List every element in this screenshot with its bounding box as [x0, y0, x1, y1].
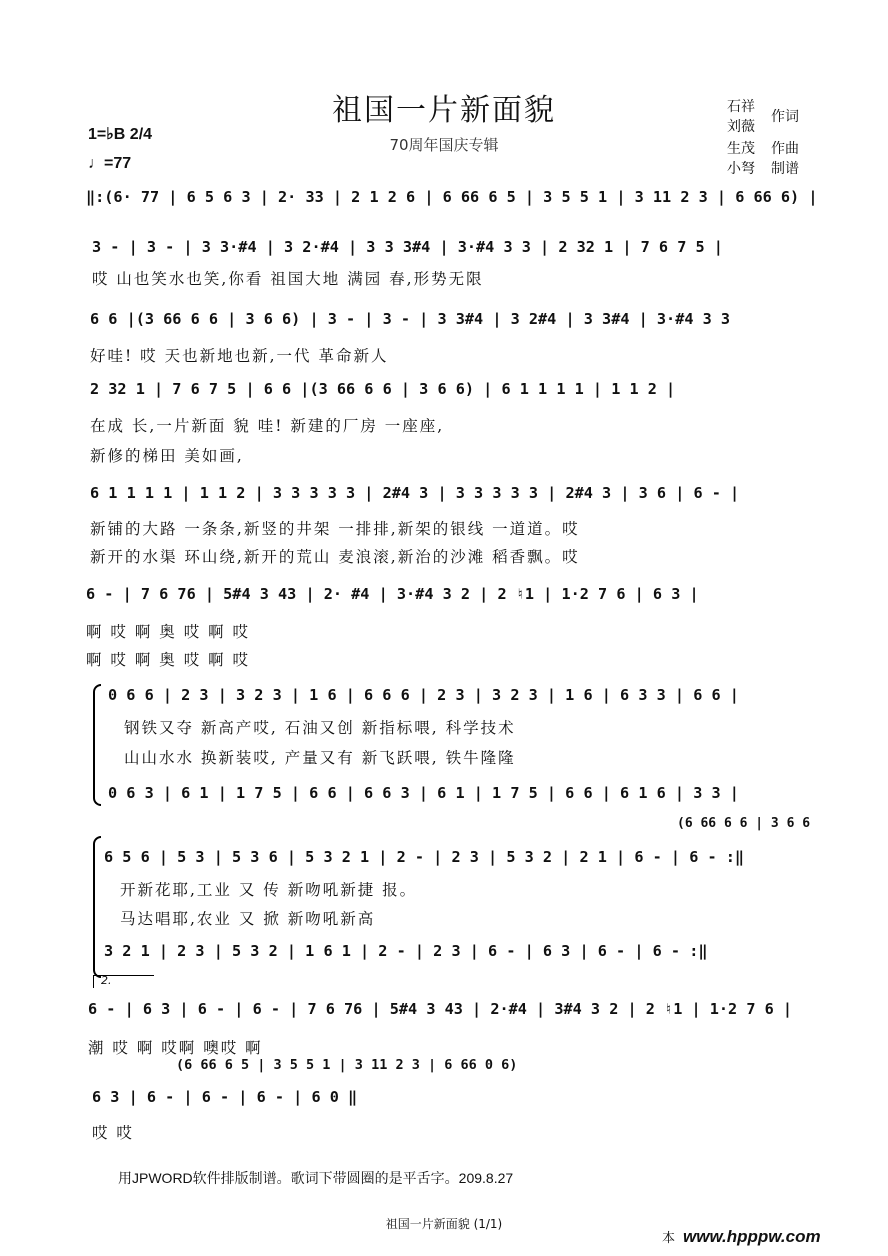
composer-role: 作曲 [771, 141, 799, 157]
notes-line-7-upper: 0 6 6 | 2 3 | 3 2 3 | 1 6 | 6 6 6 | 2 3 | 3 2 3 | 1 6 | 6 3 3 | 6 6 | [108, 686, 739, 704]
lyrics-line-2: 哎 山也笑水也笑,你看 祖国大地 满园 春,形势无限 [92, 270, 484, 288]
arranger-role: 制谱 [771, 161, 799, 177]
tempo-marking: ♩=77 [88, 155, 132, 172]
lyrics-line-7b: 山山水水 换新装哎, 产量又有 新飞跃喂, 铁牛隆隆 [124, 749, 516, 767]
notes-line-8-top: (6 66 6 6 | 3 6 6 [677, 816, 811, 831]
volta-number: 2. [101, 974, 112, 987]
footer-note: 用JPWORD软件排版制谱。歌词下带圆圈的是平舌字。209.8.27 [118, 1170, 514, 1186]
lyrics-line-3: 好哇! 哎 天也新地也新,一代 革命新人 [90, 347, 389, 365]
notes-line-9: 6 - | 6 3 | 6 - | 6 - | 7 6 76 | 5#4 3 43 | 2·#4 | 3#4 3 2 | 2 ♮1 | 1·2 7 6 | [88, 1000, 793, 1018]
notes-line-5: 6 1 1 1 1 | 1 1 2 | 3 3 3 3 3 | 2#4 3 | 3 3 3 3 3 | 2#4 3 | 3 6 | 6 - | [90, 484, 740, 502]
composer-name: 生茂 [727, 141, 755, 157]
site-prefix: 本 [662, 1231, 676, 1246]
notes-line-6: 6 - | 7 6 76 | 5#4 3 43 | 2· #4 | 3·#4 3 2 | 2 ♮1 | 1·2 7 6 | 6 3 | [86, 585, 699, 603]
notes-line-10-top: (6 66 6 5 | 3 5 5 1 | 3 11 2 3 | 6 66 0 6) [176, 1057, 518, 1073]
key-signature: 1=♭B 2/4 [88, 126, 153, 143]
notes-line-4: 2 32 1 | 7 6 7 5 | 6 6 |(3 66 6 6 | 3 6 6) | 6 1 1 1 1 | 1 1 2 | [90, 380, 676, 398]
lyrics-line-8a: 开新花耶,工业 又 传 新吻吼新捷 报。 [120, 881, 418, 899]
lyrics-line-6a: 啊 哎 啊 奥 哎 啊 哎 [86, 623, 251, 641]
lyrics-line-5a: 新铺的大路 一条条,新竖的井架 一排排,新架的银线 一道道。哎 [90, 520, 580, 538]
notes-line-10: 6 3 | 6 - | 6 - | 6 - | 6 0 ‖ [92, 1088, 358, 1106]
lyrics-line-6b: 啊 哎 啊 奥 哎 啊 哎 [86, 651, 251, 669]
lyricist-names-2: 刘薇 [727, 119, 755, 135]
notes-line-3: 6 6 |(3 66 6 6 | 3 6 6) | 3 - | 3 - | 3 3#4 | 3 2#4 | 3 3#4 | 3·#4 3 3 [90, 310, 731, 328]
notes-line-1: ‖:(6· 77 | 6 5 6 3 | 2· 33 | 2 1 2 6 | 6 66 6 5 | 3 5 5 1 | 3 11 2 3 | 6 66 6) | [86, 188, 818, 206]
arranger-name: 小弩 [727, 161, 755, 177]
lyrics-line-10: 哎 哎 [92, 1124, 134, 1142]
lyrics-line-5b: 新开的水渠 环山绕,新开的荒山 麦浪滚,新治的沙滩 稻香飘。哎 [90, 548, 580, 566]
lyrics-line-7a: 钢铁又夺 新高产哎, 石油又创 新指标喂, 科学技术 [124, 719, 516, 737]
site-watermark: www.hpppw.com [683, 1227, 821, 1246]
notes-line-2: 3 - | 3 - | 3 3·#4 | 3 2·#4 | 3 3 3#4 | 3·#4 3 3 | 2 32 1 | 7 6 7 5 | [92, 238, 723, 256]
page-subtitle: 70周年国庆专辑 [389, 136, 499, 154]
lyrics-line-4a: 在成 长,一片新面 貌 哇! 新建的厂房 一座座, [90, 417, 445, 435]
notes-line-8-lower: 3 2 1 | 2 3 | 5 3 2 | 1 6 1 | 2 - | 2 3 | 6 - | 6 3 | 6 - | 6 - :‖ [104, 942, 708, 960]
lyrics-line-9: 潮 哎 啊 哎啊 噢哎 啊 [88, 1039, 263, 1057]
lyrics-line-8b: 马达唱耶,农业 又 掀 新吻吼新高 [120, 910, 376, 928]
lyricist-names: 石祥 [727, 99, 755, 115]
system-brace-2 [93, 836, 101, 978]
lyrics-line-4b: 新修的梯田 美如画, [90, 447, 244, 465]
system-brace-1 [93, 684, 101, 806]
lyricist-role: 作词 [771, 109, 799, 125]
page-label: 祖国一片新面貌 (1/1) [385, 1217, 503, 1231]
notes-line-8-upper: 6 5 6 | 5 3 | 5 3 6 | 5 3 2 1 | 2 - | 2 3 | 5 3 2 | 2 1 | 6 - | 6 - :‖ [104, 848, 745, 866]
page-title: 祖国一片新面貌 [332, 93, 556, 128]
notes-line-7-lower: 0 6 3 | 6 1 | 1 7 5 | 6 6 | 6 6 3 | 6 1 | 1 7 5 | 6 6 | 6 1 6 | 3 3 | [108, 784, 739, 802]
